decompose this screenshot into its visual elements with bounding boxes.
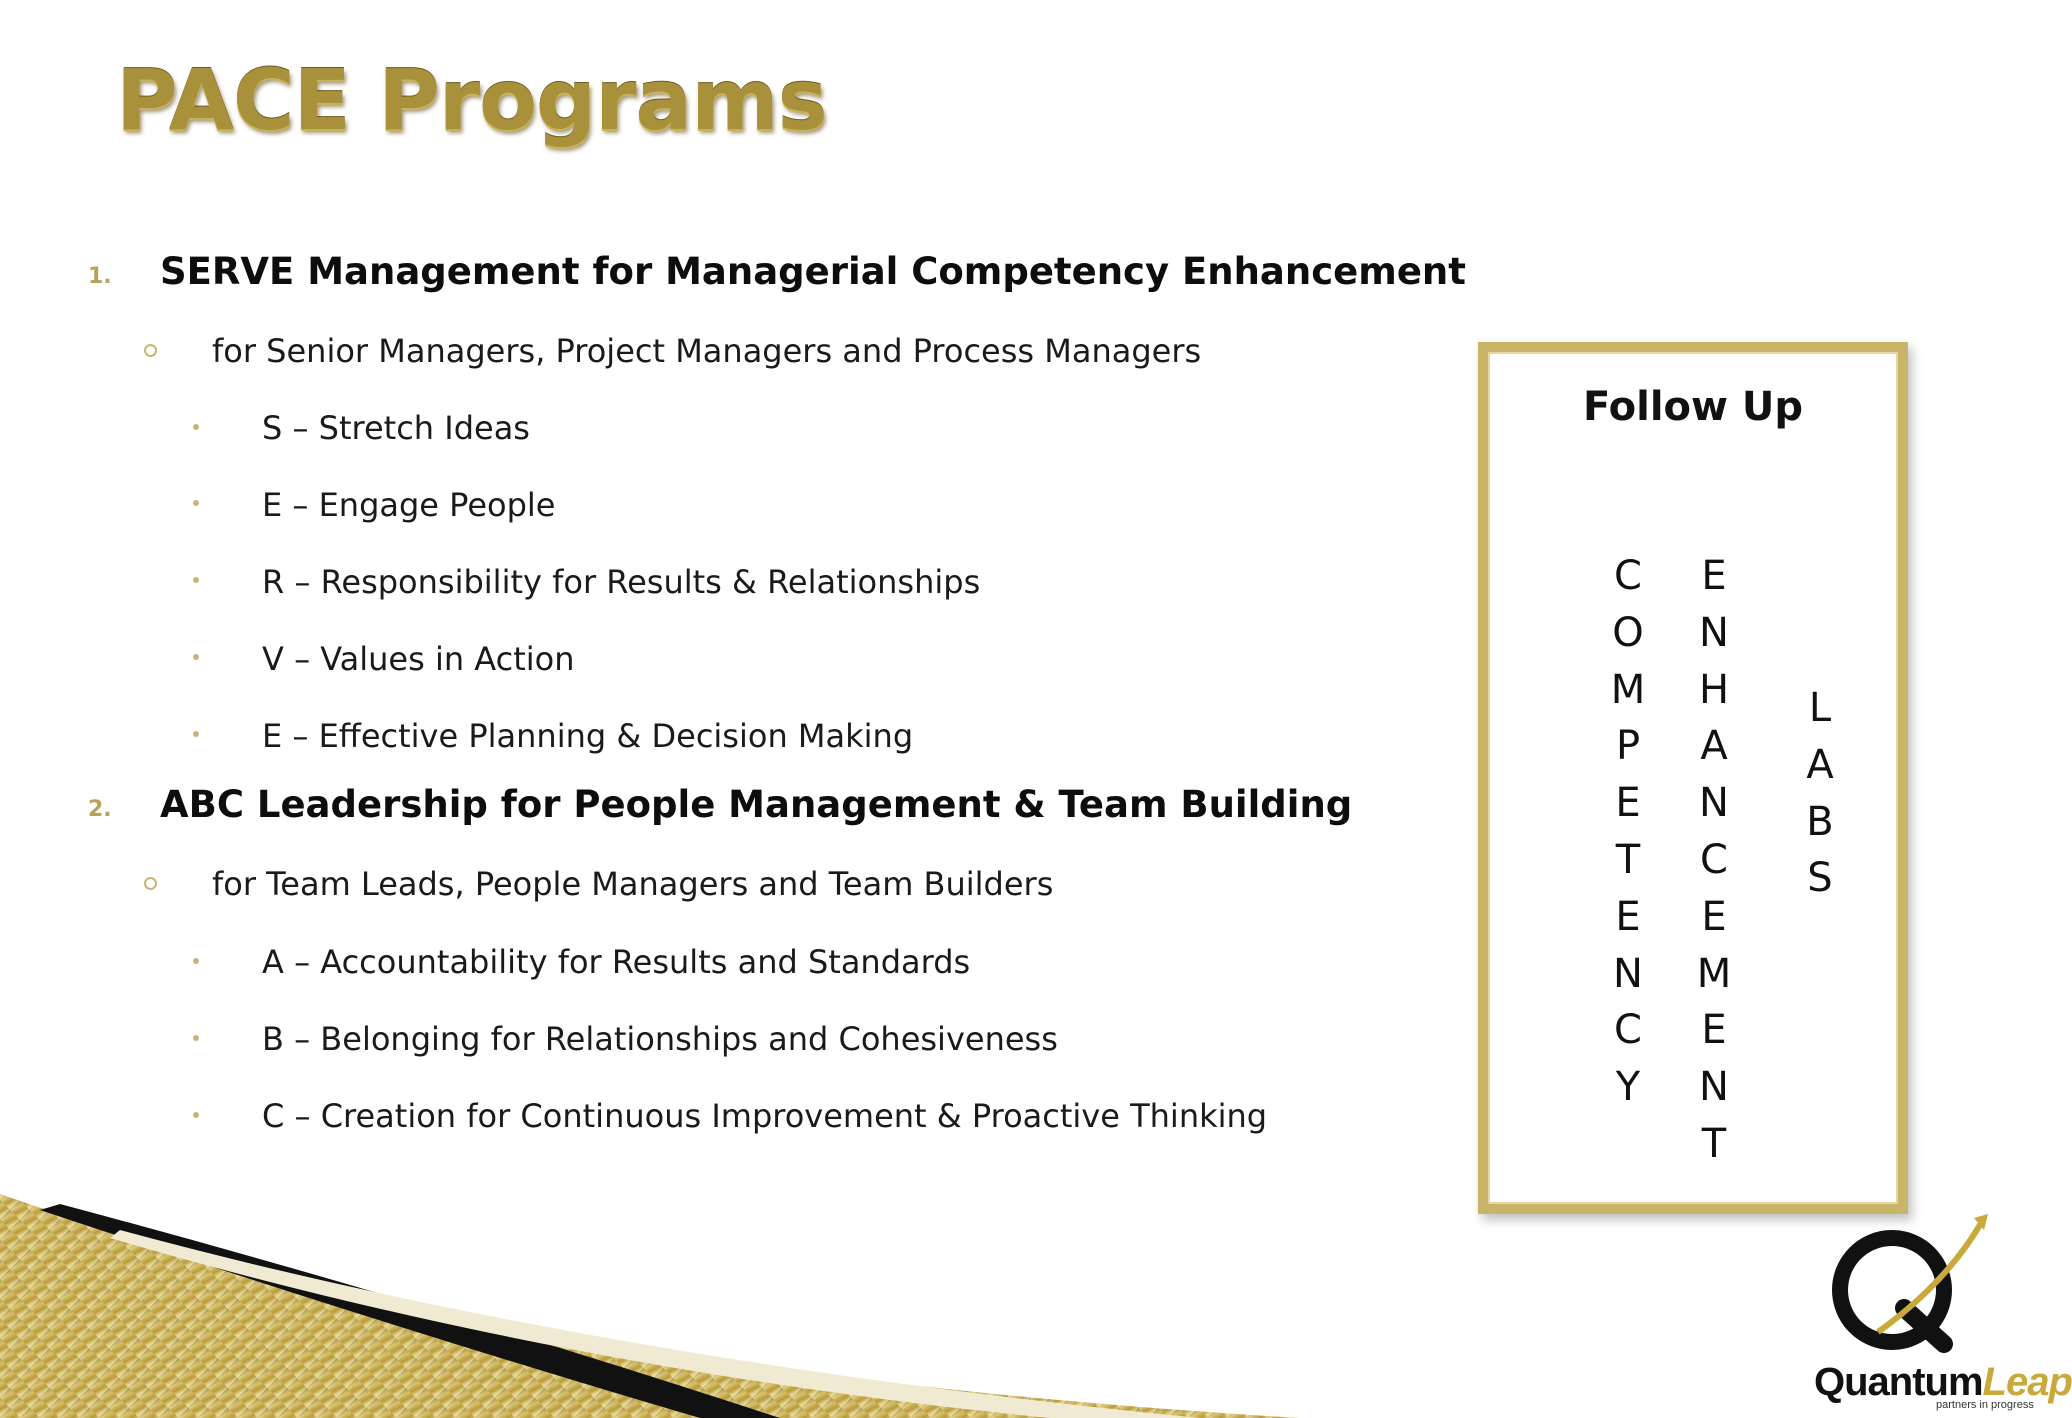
letter: E <box>1701 893 1727 940</box>
dot-bullet-icon <box>193 577 199 583</box>
program-heading: ABC Leadership for People Management & Team Building <box>160 783 1353 826</box>
ring-bullet-icon <box>144 877 157 890</box>
program-item: R – Responsibility for Results & Relationships <box>262 563 981 601</box>
follow-up-title: Follow Up <box>1582 384 1804 430</box>
dot-bullet-icon <box>193 500 199 506</box>
letter: E <box>1701 1007 1727 1054</box>
letter: L <box>1808 685 1832 731</box>
letter: O <box>1612 609 1644 656</box>
letter: S <box>1807 855 1833 902</box>
letter: M <box>1610 666 1646 713</box>
quantum-leap-logo-icon <box>1808 1212 2008 1362</box>
dot-bullet-icon <box>193 654 199 660</box>
dot-bullet-icon <box>193 1035 199 1041</box>
letter: T <box>1701 1120 1727 1167</box>
dot-bullet-icon <box>193 424 199 430</box>
logo-tagline: partners in progress <box>1936 1399 2034 1411</box>
letter: T <box>1615 836 1641 883</box>
letter: E <box>1615 780 1641 827</box>
ring-bullet-icon <box>144 344 157 357</box>
letter: A <box>1806 741 1834 788</box>
program-item: A – Accountability for Results and Standards <box>262 943 971 981</box>
letter: Y <box>1615 1064 1641 1111</box>
program-item: B – Belonging for Relationships and Cohesiveness <box>262 1020 1058 1058</box>
dot-bullet-icon <box>193 1112 199 1118</box>
letter: H <box>1698 666 1730 713</box>
vertical-word-competency <box>1598 548 1658 1116</box>
letter: N <box>1699 1064 1729 1111</box>
program-heading: SERVE Management for Managerial Competency Enhancement <box>160 250 1466 293</box>
letter: N <box>1699 780 1729 827</box>
program-item: E – Engage People <box>262 486 556 524</box>
program-item: C – Creation for Continuous Improvement & Proactive Thinking <box>262 1097 1268 1135</box>
letter: B <box>1806 798 1834 845</box>
letter: C <box>1700 836 1728 883</box>
letter: M <box>1696 950 1732 997</box>
dot-bullet-icon <box>193 958 199 964</box>
program-audience: for Team Leads, People Managers and Team Builders <box>212 865 1054 903</box>
follow-up-box <box>1478 342 1908 1214</box>
logo-name-part1: Quantum <box>1814 1360 1983 1404</box>
letter: E <box>1615 893 1641 940</box>
letter: N <box>1613 950 1643 997</box>
logo-name-part2: Leap <box>1982 1360 2072 1404</box>
program-audience: for Senior Managers, Project Managers and Process Managers <box>212 332 1202 370</box>
letter: E <box>1701 553 1727 599</box>
vertical-word-labs <box>1790 680 1850 907</box>
gold-swoosh-decoration <box>0 1180 1300 1418</box>
letter: P <box>1615 723 1641 770</box>
dot-bullet-icon <box>193 731 199 737</box>
letter: C <box>1614 553 1642 599</box>
letter: A <box>1700 723 1728 770</box>
slide-title: PACE Programs <box>116 51 827 149</box>
program-item: V – Values in Action <box>262 640 575 678</box>
program-number: 2. <box>88 797 112 822</box>
program-number: 1. <box>88 264 112 289</box>
vertical-word-enhancement <box>1684 548 1744 1173</box>
program-item: E – Effective Planning & Decision Making <box>262 717 914 755</box>
letter: N <box>1699 609 1729 656</box>
letter: C <box>1614 1007 1642 1054</box>
program-item: S – Stretch Ideas <box>262 409 530 447</box>
